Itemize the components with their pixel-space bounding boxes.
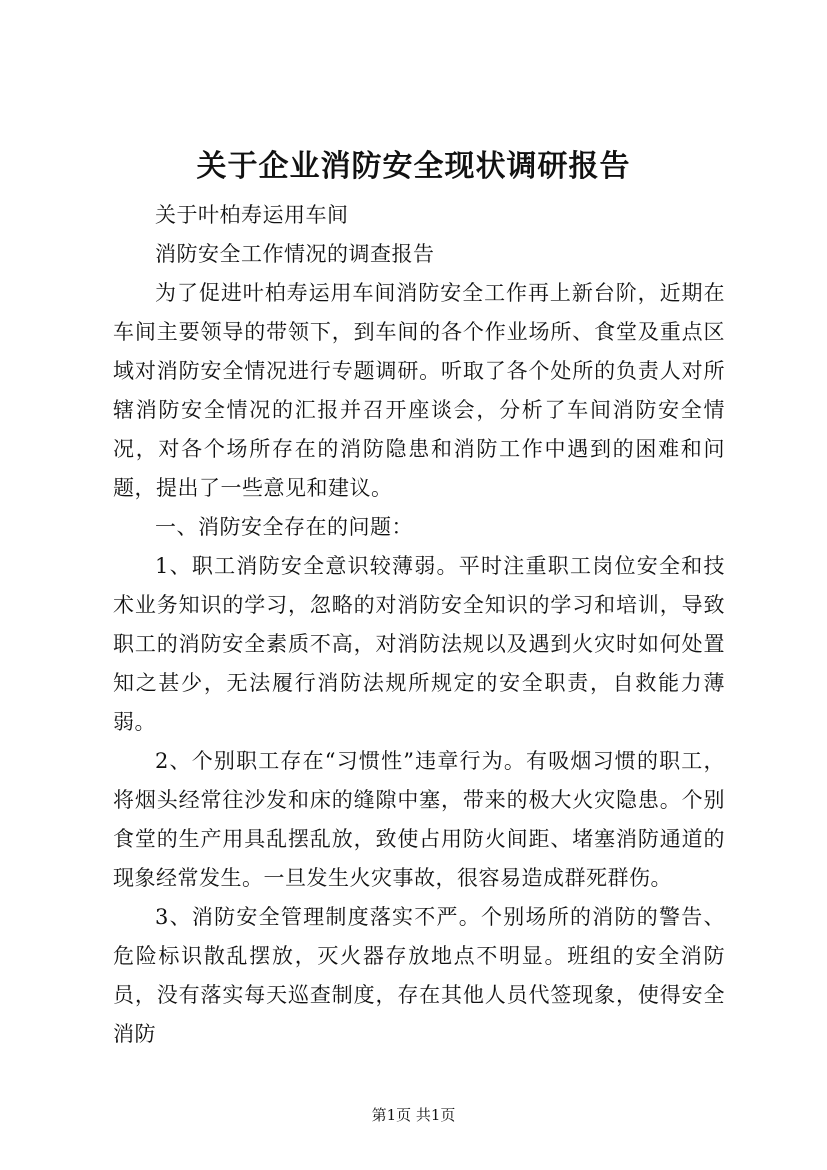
document-title: 关于企业消防安全现状调研报告 [196, 149, 631, 184]
page-footer: 第1页 共1页 [371, 1106, 456, 1124]
intro-paragraph: 为了促进叶柏寿运用车间消防安全工作再上新台阶，近期在车间主要领导的带领下，到车间的各个作业场所、食堂及重点区域对消防安全情况进行专题调研。听取了各个处所的负责人对所辖消防安全情况的汇报并召开座谈会，分析了车间消防安全情况，对各个场所存在的消防隐患和消防工作中遇到的困难和问题，提出了一些意见和建议。 [113, 281, 725, 500]
document-body [113, 196, 725, 1054]
section-heading: 一、消防安全存在的问题： [155, 515, 413, 539]
subtitle-line-2: 消防安全工作情况的调查报告 [155, 242, 435, 266]
issue-paragraph-2: 2、个别职工存在“习惯性”违章行为。有吸烟习惯的职工，将烟头经常往沙发和床的缝隙中塞，带来的极大火灾隐患。个别食堂的生产用具乱摆乱放，致使占用防火间距、堵塞消防通道的现象经常发生。一旦发生火灾事故，很容易造成群死群伤。 [113, 749, 725, 890]
issue-paragraph-3: 3、消防安全管理制度落实不严。个别场所的消防的警告、危险标识散乱摆放，灭火器存放地点不明显。班组的安全消防员，没有落实每天巡查制度，存在其他人员代签现象，使得安全消防 [113, 905, 725, 1046]
issue-paragraph-1: 1、职工消防安全意识较薄弱。平时注重职工岗位安全和技术业务知识的学习，忽略的对消防安全知识的学习和培训，导致职工的消防安全素质不高，对消防法规以及遇到火灾时如何处置知之甚少，无法履行消防法规所规定的安全职责，自救能力薄弱。 [113, 554, 725, 734]
subtitle-line-1: 关于叶柏寿运用车间 [155, 203, 349, 227]
